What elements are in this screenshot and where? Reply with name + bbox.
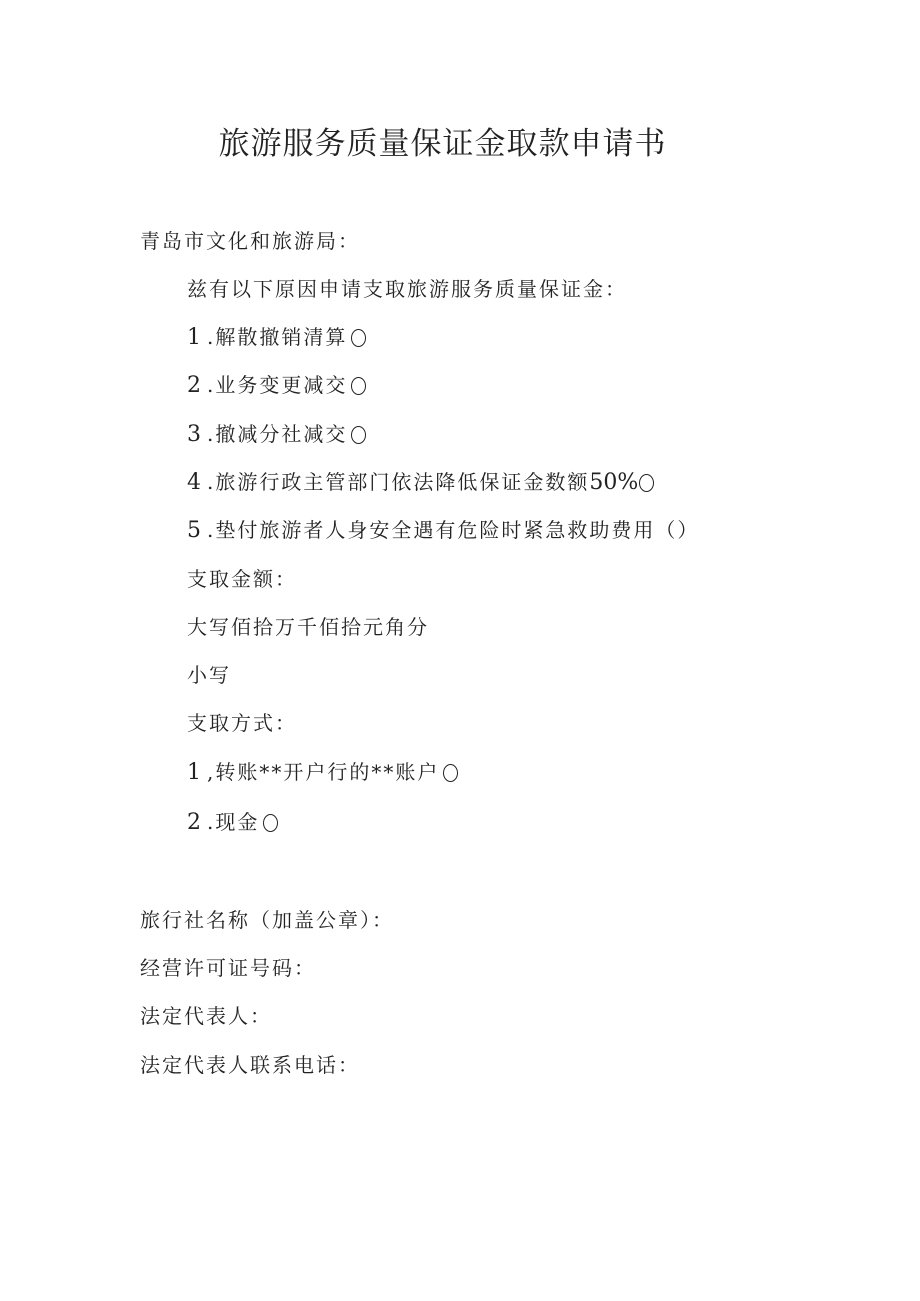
amount-label: 支取金额： xyxy=(187,567,297,591)
reason-text: .旅游行政主管部门依法降低保证金数额 xyxy=(207,470,590,494)
legal-rep-phone-field: 法定代表人联系电话： xyxy=(140,1053,360,1077)
salutation: 青岛市文化和旅游局： xyxy=(140,229,360,253)
reason-number: 3 xyxy=(187,422,201,447)
method-text: .现金 xyxy=(207,810,260,834)
reason-item-2 xyxy=(187,373,366,398)
circle-checkbox-icon[interactable] xyxy=(443,764,458,782)
reason-number: 1 xyxy=(187,325,201,350)
reason-number: 4 xyxy=(187,470,201,495)
reason-number: 5 xyxy=(187,518,201,543)
circle-checkbox-icon[interactable] xyxy=(639,474,654,492)
reason-text: .业务变更减交 xyxy=(207,373,348,397)
method-item-2 xyxy=(187,810,278,835)
reason-percent: 50% xyxy=(589,470,639,495)
method-text: ,转账**开户行的**账户 xyxy=(207,760,440,784)
reason-number: 2 xyxy=(187,373,201,398)
circle-checkbox-icon[interactable] xyxy=(351,426,366,444)
method-item-1 xyxy=(187,760,458,785)
document-title: 旅游服务质量保证金取款申请书 xyxy=(218,126,667,162)
intro-paragraph: 兹有以下原因申请支取旅游服务质量保证金： xyxy=(187,277,627,301)
reason-item-5 xyxy=(187,518,699,543)
circle-checkbox-icon[interactable] xyxy=(351,329,366,347)
reason-text: .解散撤销清算 xyxy=(207,325,348,349)
reason-item-1 xyxy=(187,325,366,350)
method-number: 1 xyxy=(187,760,201,785)
agency-name-field: 旅行社名称（加盖公章）： xyxy=(140,908,394,932)
circle-checkbox-icon[interactable] xyxy=(263,814,278,832)
reason-item-4 xyxy=(187,470,654,495)
reason-text: .撤减分社减交 xyxy=(207,422,348,446)
reason-text: .垫付旅游者人身安全遇有危险时紧急救助费用（） xyxy=(207,518,700,542)
legal-rep-field: 法定代表人： xyxy=(140,1004,272,1028)
circle-checkbox-icon[interactable] xyxy=(351,377,366,395)
method-label: 支取方式： xyxy=(187,711,297,735)
reason-item-3 xyxy=(187,422,366,447)
method-number: 2 xyxy=(187,810,201,835)
amount-lower-field: 小写 xyxy=(187,663,231,687)
amount-upper-field: 大写佰拾万千佰拾元角分 xyxy=(187,615,429,639)
license-number-field: 经营许可证号码： xyxy=(140,956,316,980)
